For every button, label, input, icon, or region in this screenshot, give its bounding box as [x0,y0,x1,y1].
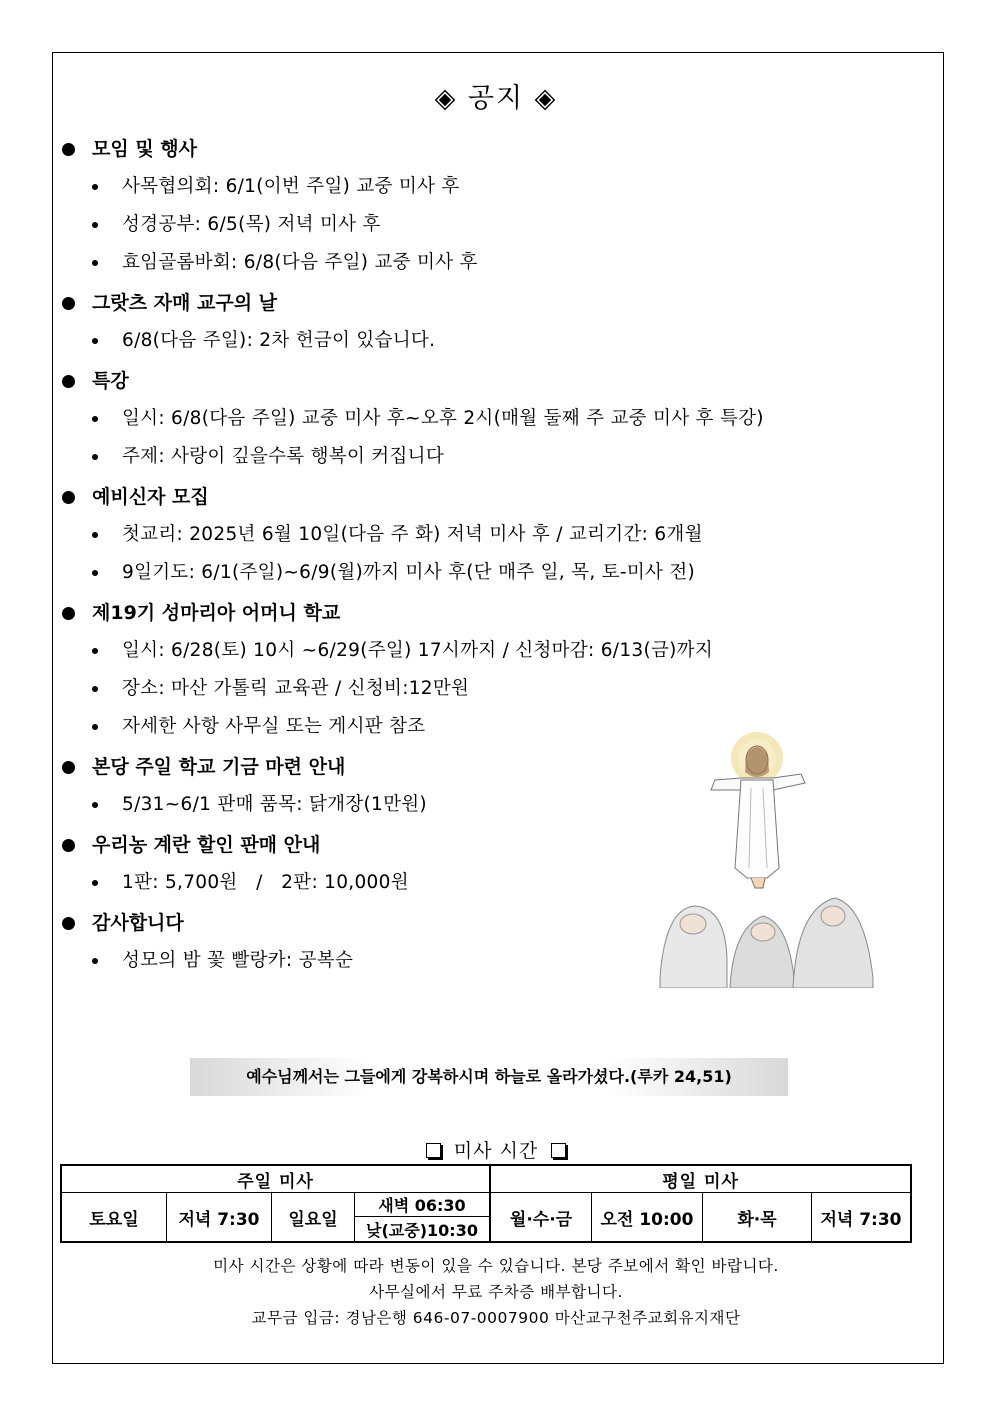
section-heading [62,596,882,634]
list-item [62,324,882,362]
list-item-text: 일시: 6/28(토) 10시 ~6/29(주일) 17시까지 / 신청마감: 6/13(금)까지 [122,640,714,661]
small-bullet-icon [92,454,98,460]
list-item-text: 첫교리: 2025년 6월 10일(다음 주 화) 저녁 미사 후 / 교리기간: 6개월 [122,524,703,545]
section-heading [62,132,882,170]
sunday-label: 일요일 [272,1193,355,1243]
list-item-text: 일시: 6/8(다음 주일) 교중 미사 후~오후 2시(매월 둘째 주 교중 미사 후 특강) [122,408,764,429]
list-item [62,440,882,478]
list-item-text: 자세한 사항 사무실 또는 게시판 참조 [122,716,426,737]
page-title: ◈ 공지 ◈ [434,83,558,114]
list-item-text: 6/8(다음 주일): 2차 헌금이 있습니다. [122,330,436,351]
section-heading-text: 예비신자 모집 [92,486,209,508]
small-bullet-icon [92,958,98,964]
mass-time-title [0,1136,992,1163]
section-heading [62,364,882,402]
ascension-illustration [655,728,880,988]
small-bullet-icon [92,338,98,344]
note-line: 교무금 입금: 경남은행 646-07-0007900 마산교구천주교회유지재단 [251,1309,741,1327]
list-item-text: 5/31~6/1 판매 품목: 닭개장(1만원) [122,794,427,815]
list-item [62,170,882,208]
small-bullet-icon [92,184,98,190]
list-item [62,672,882,710]
list-item [62,208,882,246]
list-item [62,518,882,556]
bullet-dot-icon [62,143,75,156]
note-line: 사무실에서 무료 주차증 배부합니다. [369,1283,623,1301]
section-heading-text: 그랏츠 자매 교구의 날 [92,292,278,314]
bullet-dot-icon [62,491,75,504]
small-bullet-icon [92,802,98,808]
list-item-text: 9일기도: 6/1(주일)~6/9(월)까지 미사 후(단 매주 일, 목, 토-미사 전) [122,562,696,583]
mass-title-label: 미사 시간 [453,1140,539,1162]
small-bullet-icon [92,222,98,228]
section-heading-text: 본당 주일 학교 기금 마련 안내 [92,756,346,778]
list-item [62,634,882,672]
small-bullet-icon [92,724,98,730]
saturday-label: 토요일 [61,1193,167,1243]
small-bullet-icon [92,648,98,654]
list-item-text: 장소: 마산 가톨릭 교육관 / 신청비:12만원 [122,678,470,699]
list-item [62,246,882,284]
small-bullet-icon [92,570,98,576]
list-item-text: 사목협의회: 6/1(이번 주일) 교중 미사 후 [122,176,460,197]
footer-notes [0,1253,992,1331]
small-bullet-icon [92,532,98,538]
bullet-dot-icon [62,297,75,310]
small-bullet-icon [92,686,98,692]
square-bullet-icon [426,1143,441,1158]
sunday-time-day: 낮(교중)10:30 [355,1217,491,1242]
mwf-time: 오전 10:00 [592,1193,703,1243]
list-item-text: 주제: 사랑이 깊을수록 행복이 커집니다 [122,446,444,467]
saturday-time: 저녁 7:30 [167,1193,272,1243]
bullet-dot-icon [62,761,75,774]
tue-thu-time: 저녁 7:30 [812,1193,912,1243]
section-heading-text: 특강 [92,370,129,392]
weekday-mass-header: 평일 미사 [490,1165,911,1193]
section-heading [62,286,882,324]
bullet-dot-icon [62,607,75,620]
section-heading-text: 제19기 성마리아 어머니 학교 [92,602,341,624]
small-bullet-icon [92,416,98,422]
list-item [62,556,882,594]
section-heading [62,480,882,518]
note-line: 미사 시간은 상황에 따라 변동이 있을 수 있습니다. 본당 주보에서 확인 바랍니다. [213,1257,779,1275]
section-heading-text: 감사합니다 [92,912,184,934]
section-heading-text: 우리농 계란 할인 판매 안내 [92,834,321,856]
list-item-text: 1판: 5,700원 / 2판: 10,000원 [122,872,409,893]
sunday-mass-header: 주일 미사 [61,1165,490,1193]
tue-thu-label: 화·목 [703,1193,812,1243]
mwf-label: 월·수·금 [490,1193,592,1243]
list-item-text: 성모의 밤 꽃 빨랑카: 공복순 [122,950,354,971]
small-bullet-icon [92,260,98,266]
list-item [62,402,882,440]
bullet-dot-icon [62,917,75,930]
list-item-text: 효임골롬바회: 6/8(다음 주일) 교중 미사 후 [122,252,478,273]
scripture-quote: 예수님께서는 그들에게 강복하시며 하늘로 올라가셨다.(루카 24,51) [190,1058,788,1096]
bullet-dot-icon [62,839,75,852]
square-bullet-icon [551,1143,566,1158]
section-heading-text: 모임 및 행사 [92,138,197,160]
sunday-time-dawn: 새벽 06:30 [355,1193,491,1217]
list-item-text: 성경공부: 6/5(목) 저녁 미사 후 [122,214,381,235]
bullet-dot-icon [62,375,75,388]
small-bullet-icon [92,880,98,886]
mass-schedule-table [60,1164,912,1243]
